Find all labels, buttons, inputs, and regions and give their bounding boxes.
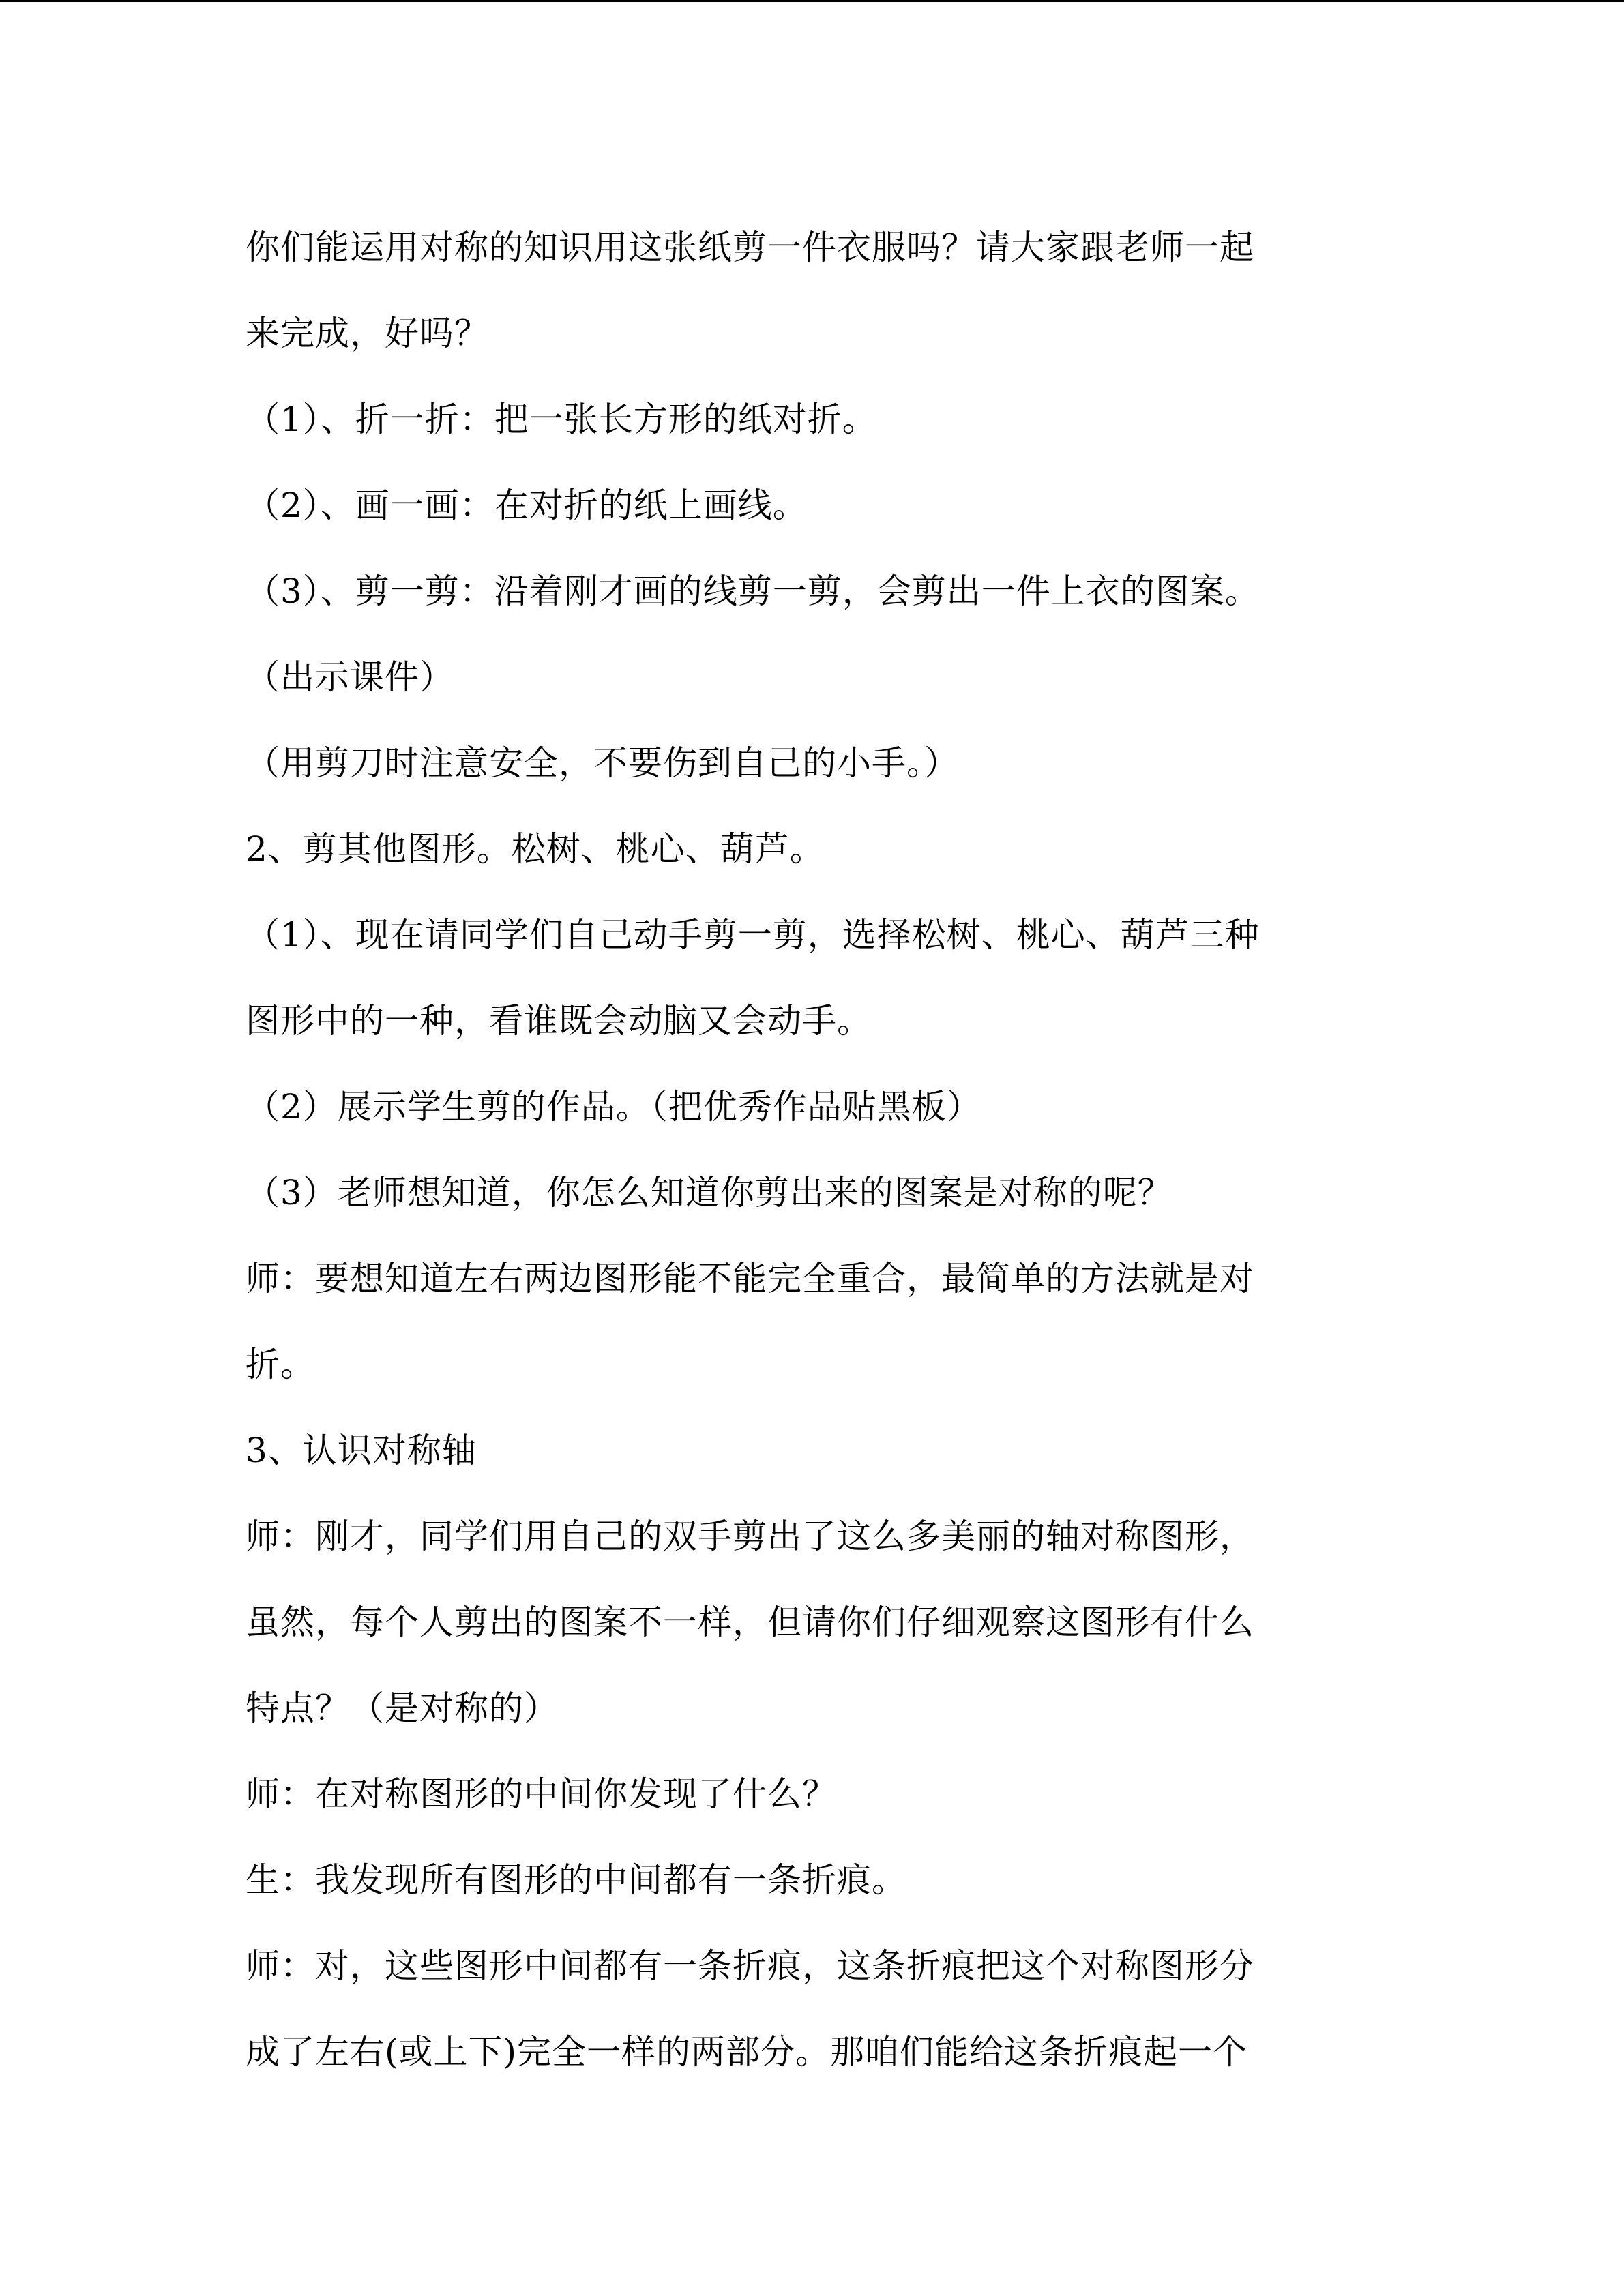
text-line: （2）展示学生剪的作品。（把优秀作品贴黑板） <box>246 1087 981 1127</box>
text-line: 你们能运用对称的知识用这张纸剪一件衣服吗？请大家跟老师一起 <box>246 228 1254 267</box>
text-line: 师：在对称图形的中间你发现了什么？ <box>246 1774 837 1814</box>
text-line: 师：要想知道左右两边图形能不能完全重合，最简单的方法就是对 <box>246 1259 1254 1298</box>
text-line: 特点？（是对称的） <box>246 1688 559 1728</box>
text-line: （3）老师想知道，你怎么知道你剪出来的图案是对称的呢？ <box>246 1173 1172 1212</box>
text-line: （2）、画一画：在对折的纸上画线。 <box>246 486 808 525</box>
text-line: 生：我发现所有图形的中间都有一条折痕。 <box>246 1860 906 1900</box>
text-line: （1）、折一折：把一张长方形的纸对折。 <box>246 400 877 439</box>
text-line: （1）、现在请同学们自己动手剪一剪，选择松树、桃心、葫芦三种 <box>246 915 1260 955</box>
section-heading: 3、认识对称轴 <box>246 1431 477 1470</box>
text-line: （出示课件） <box>246 657 454 697</box>
section-heading: 2、剪其他图形。松树、桃心、葫芦。 <box>246 829 825 869</box>
text-line: 师：刚才，同学们用自己的双手剪出了这么多美丽的轴对称图形， <box>246 1517 1254 1556</box>
text-line: （3）、剪一剪：沿着刚才画的线剪一剪，会剪出一件上衣的图案。 <box>246 571 1260 611</box>
text-line: 师：对，这些图形中间都有一条折痕，这条折痕把这个对称图形分 <box>246 1946 1254 1986</box>
document-body <box>246 205 1364 2095</box>
text-line: （用剪刀时注意安全，不要伤到自己的小手。） <box>246 743 959 783</box>
text-line: 成了左右(或上下)完全一样的两部分。那咱们能给这条折痕起一个 <box>246 2032 1248 2072</box>
text-line: 虽然，每个人剪出的图案不一样，但请你们仔细观察这图形有什么 <box>246 1602 1254 1642</box>
text-line: 图形中的一种，看谁既会动脑又会动手。 <box>246 1001 872 1041</box>
text-line: 来完成，好吗？ <box>246 314 489 353</box>
page-top-border <box>0 0 1624 2</box>
text-line: 折。 <box>246 1345 315 1384</box>
